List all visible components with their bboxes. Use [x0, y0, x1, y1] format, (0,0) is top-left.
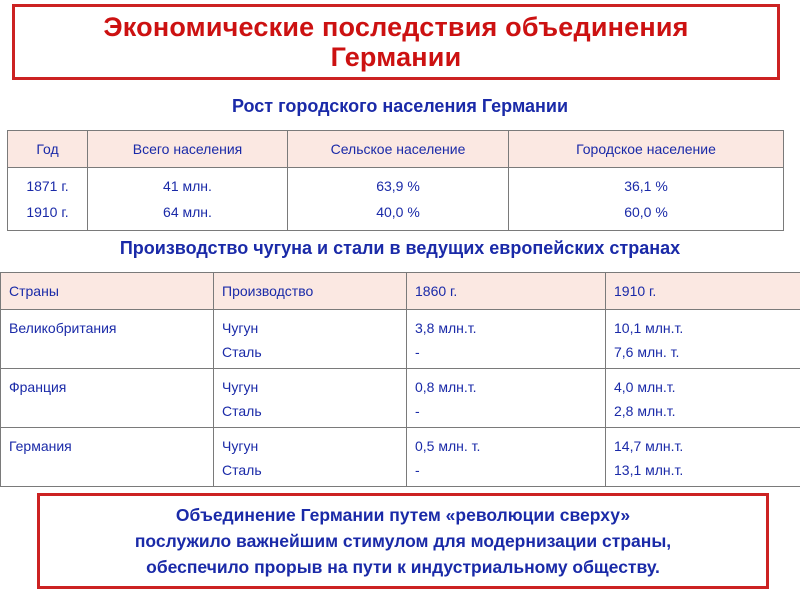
product-cell — [214, 310, 407, 369]
value-1910-cell — [606, 369, 800, 428]
rural-1910: 40,0 % — [376, 204, 420, 220]
product-label: Сталь — [222, 403, 262, 419]
product-label: Чугун — [222, 320, 259, 336]
cell-years — [8, 168, 88, 231]
column-header-total: Всего населения — [88, 131, 288, 168]
conclusion-box — [37, 493, 769, 589]
production-table-caption: Производство чугуна и стали в ведущих европейских странах — [119, 238, 681, 258]
year-1871: 1871 г. — [26, 178, 69, 194]
value-iron-1860: 0,5 млн. т. — [415, 438, 481, 454]
value-1910-cell — [606, 428, 800, 487]
total-1910: 64 млн. — [163, 204, 212, 220]
title-box — [12, 4, 780, 80]
column-header-1910: 1910 г. — [606, 273, 800, 310]
country-cell — [1, 310, 214, 369]
column-header-production: Производство — [214, 273, 407, 310]
cell-rural — [288, 168, 509, 231]
product-label: Чугун — [222, 379, 259, 395]
conclusion-text — [135, 502, 671, 580]
population-table — [7, 130, 784, 231]
value-iron-1860: 3,8 млн.т. — [415, 320, 477, 336]
value-1860-cell — [407, 369, 606, 428]
column-header-urban: Городское население — [509, 131, 784, 168]
production-table — [0, 272, 800, 487]
value-iron-1910: 4,0 млн.т. — [614, 379, 676, 395]
value-iron-1860: 0,8 млн.т. — [415, 379, 477, 395]
value-iron-1910: 10,1 млн.т. — [614, 320, 684, 336]
value-1910-cell — [606, 310, 800, 369]
value-iron-1910: 14,7 млн.т. — [614, 438, 684, 454]
cell-total — [88, 168, 288, 231]
product-label: Сталь — [222, 462, 262, 478]
table-row — [1, 310, 800, 369]
value-steel-1860: - — [415, 403, 420, 419]
value-steel-1860: - — [415, 462, 420, 478]
product-cell — [214, 369, 407, 428]
title-line-2: Германии — [330, 42, 462, 72]
table-header-row — [1, 273, 800, 310]
value-1860-cell — [407, 428, 606, 487]
table-header-row — [8, 131, 784, 168]
country-name: Великобритания — [9, 320, 117, 336]
value-steel-1910: 2,8 млн.т. — [614, 403, 676, 419]
table-row — [8, 168, 784, 231]
conclusion-line-1: Объединение Германии путем «революции сверху» — [175, 505, 631, 525]
urban-1871: 36,1 % — [624, 178, 668, 194]
country-name: Германия — [9, 438, 72, 454]
table-row — [1, 428, 800, 487]
value-1860-cell — [407, 310, 606, 369]
column-header-year: Год — [8, 131, 88, 168]
column-header-rural: Сельское население — [288, 131, 509, 168]
value-steel-1910: 7,6 млн. т. — [614, 344, 680, 360]
year-1910: 1910 г. — [26, 204, 69, 220]
product-cell — [214, 428, 407, 487]
value-steel-1910: 13,1 млн.т. — [614, 462, 684, 478]
urban-1910: 60,0 % — [624, 204, 668, 220]
country-cell — [1, 428, 214, 487]
column-header-countries: Страны — [1, 273, 214, 310]
page-title — [103, 12, 688, 72]
product-label: Сталь — [222, 344, 262, 360]
table-row — [1, 369, 800, 428]
cell-urban — [509, 168, 784, 231]
population-table-caption: Рост городского населения Германии — [231, 96, 569, 116]
country-cell — [1, 369, 214, 428]
value-steel-1860: - — [415, 344, 420, 360]
total-1871: 41 млн. — [163, 178, 212, 194]
product-label: Чугун — [222, 438, 259, 454]
conclusion-line-2: послужило важнейшим стимулом для модернизации страны, — [134, 531, 672, 551]
title-line-1: Экономические последствия объединения — [103, 12, 689, 42]
column-header-1860: 1860 г. — [407, 273, 606, 310]
conclusion-line-3: обеспечило прорыв на пути к индустриальному обществу. — [146, 557, 660, 577]
country-name: Франция — [9, 379, 67, 395]
rural-1871: 63,9 % — [376, 178, 420, 194]
